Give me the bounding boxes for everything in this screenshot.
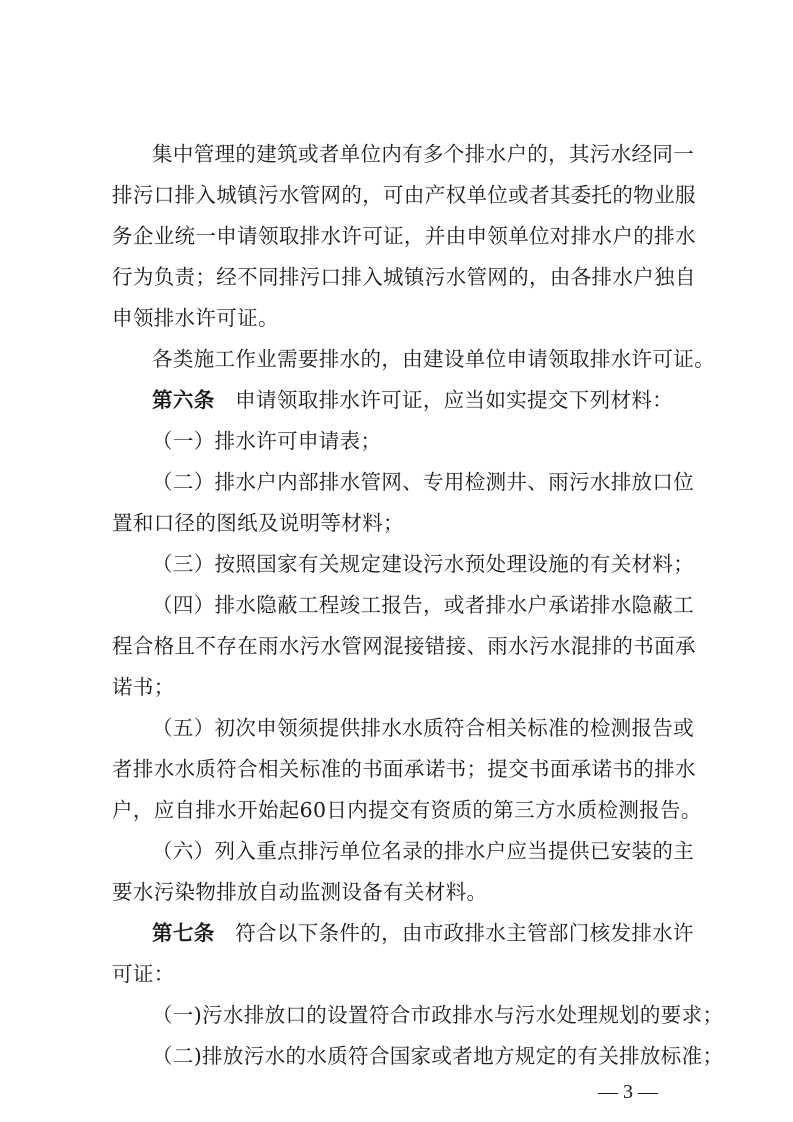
list-item-cont: 程合格且不存在雨水污水管网混接错接、雨水污水混排的书面承 (112, 634, 696, 658)
list-item-cont: 诺书； (112, 675, 175, 699)
list-item: （一）排水许可申请表； (152, 429, 382, 453)
list-item: （四）排水隐蔽工程竣工报告，或者排水户承诺排水隐蔽工 (152, 593, 695, 617)
paragraph-line: 各类施工作业需要排水的，由建设单位申请领取排水许可证。 (152, 347, 715, 371)
article-6-line (152, 386, 697, 414)
article-7-line (152, 919, 697, 947)
list-item: （五）初次申领须提供排水水质符合相关标准的检测报告或 (152, 716, 695, 740)
paragraph-line: 申领排水许可证。 (112, 306, 279, 330)
paragraph-line: 行为负责；经不同排污口排入城镇污水管网的，由各排水户独自 (112, 265, 696, 289)
paragraph-line: 务企业统一申请领取排水许可证，并由申领单位对排水户的排水 (112, 224, 696, 248)
paragraph-line: 可证： (112, 962, 175, 986)
list-item-cont: 者排水水质符合相关标准的书面承诺书；提交书面承诺书的排水 (112, 757, 696, 781)
list-item: （二）排水户内部排水管网、专用检测井、雨污水排放口位 (152, 470, 695, 494)
article-7-title: 第七条 (152, 921, 215, 945)
list-item-cont: 置和口径的图纸及说明等材料； (112, 511, 404, 535)
paragraph-line: 集中管理的建筑或者单位内有多个排水户的，其污水经同一 (152, 142, 695, 166)
list-item: （三）按照国家有关规定建设污水预处理设施的有关材料； (152, 552, 695, 576)
list-item: （一)污水排放口的设置符合市政排水与污水处理规划的要求； (152, 1003, 724, 1027)
article-7-text: 符合以下条件的，由市政排水主管部门核发排水许 (235, 921, 694, 945)
paragraph-line: 排污口排入城镇污水管网的，可由产权单位或者其委托的物业服 (112, 183, 696, 207)
article-6-title: 第六条 (152, 388, 215, 412)
page-number: — 3 — (598, 1081, 658, 1103)
list-item: （二)排放污水的水质符合国家或者地方规定的有关排放标准； (152, 1044, 724, 1068)
article-6-text: 申请领取排水许可证，应当如实提交下列材料： (235, 388, 674, 412)
list-item-cont: 户，应自排水开始起60日内提交有资质的第三方水质检测报告。 (112, 798, 702, 822)
list-item: （六）列入重点排污单位名录的排水户应当提供已安装的主 (152, 839, 695, 863)
list-item-cont: 要水污染物排放自动监测设备有关材料。 (112, 880, 488, 904)
